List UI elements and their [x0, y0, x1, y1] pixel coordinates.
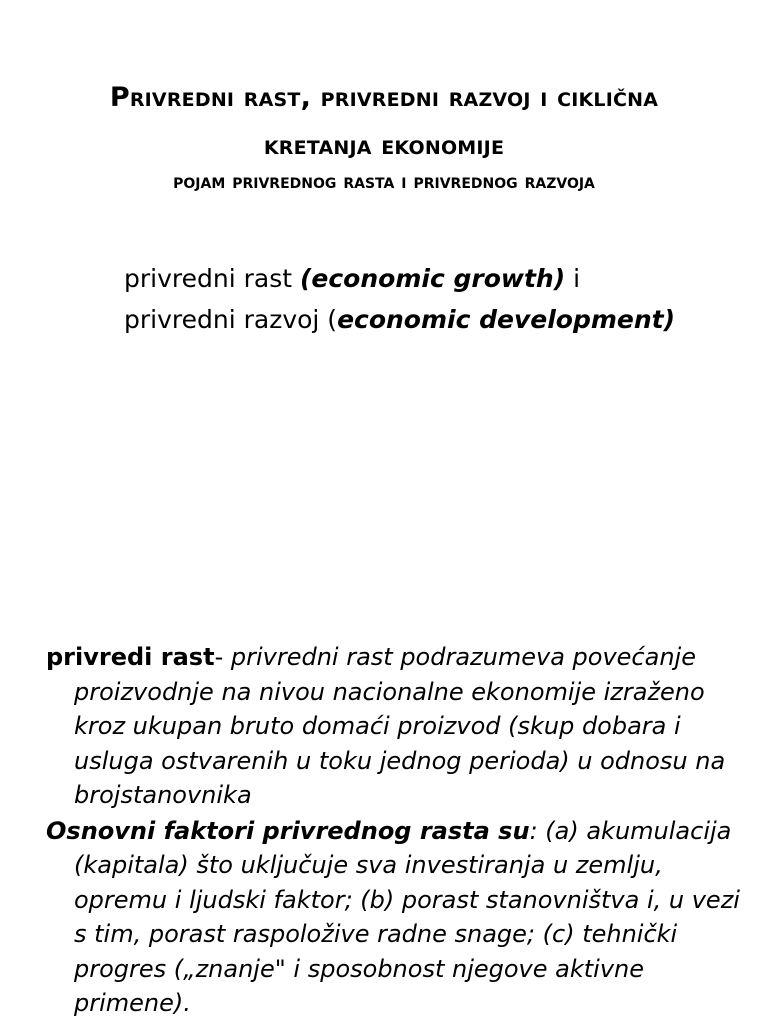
factors-paragraph: [46, 814, 746, 1021]
title-line-1: Privredni rast, privredni razvoj i ciklična: [109, 82, 659, 113]
definition-text: privredni rast podrazumeva povećanje proizvodnje na nivou nacionalne ekonomije izraženo kroz ukupan bruto domaći proizvod (skup dobara i usluga ostvarenih u toku jednog perioda) u odnosu na brojstanovnika: [74, 643, 726, 809]
term-economic-growth: (economic growth): [299, 264, 566, 293]
title-line-2: kretanja ekonomije: [263, 130, 505, 161]
page-subtitle: pojam privrednog rasta i privrednog razvoja: [173, 169, 595, 193]
terms-line-1-text: privredni rast: [124, 264, 300, 293]
factors-term: Osnovni faktori privrednog rasta su: [46, 816, 530, 845]
page-title: [0, 74, 768, 170]
factors-text: : (a) akumulacija (kapitala) što uključuje sva investiranja u zemlju, opremu i ljudski faktor; (b) porast stanovništva i, u vezi s tim, porast raspoložive radne snage; (c) tehnički progres („znanje" i sposobnost njegove aktivne primene).: [74, 816, 740, 1017]
terms-line-2-text: privredni razvoj (: [124, 305, 338, 334]
terms-line-2: [124, 299, 744, 340]
body-text: [46, 640, 746, 1021]
definition-term: privredi rast: [46, 643, 215, 671]
definition-paragraph: [46, 640, 746, 813]
definition-dash: -: [214, 643, 231, 671]
terms-block: [124, 258, 744, 340]
term-economic-development: economic development): [337, 305, 676, 334]
terms-line-1-suffix: i: [565, 264, 581, 293]
terms-line-1: [124, 258, 744, 299]
